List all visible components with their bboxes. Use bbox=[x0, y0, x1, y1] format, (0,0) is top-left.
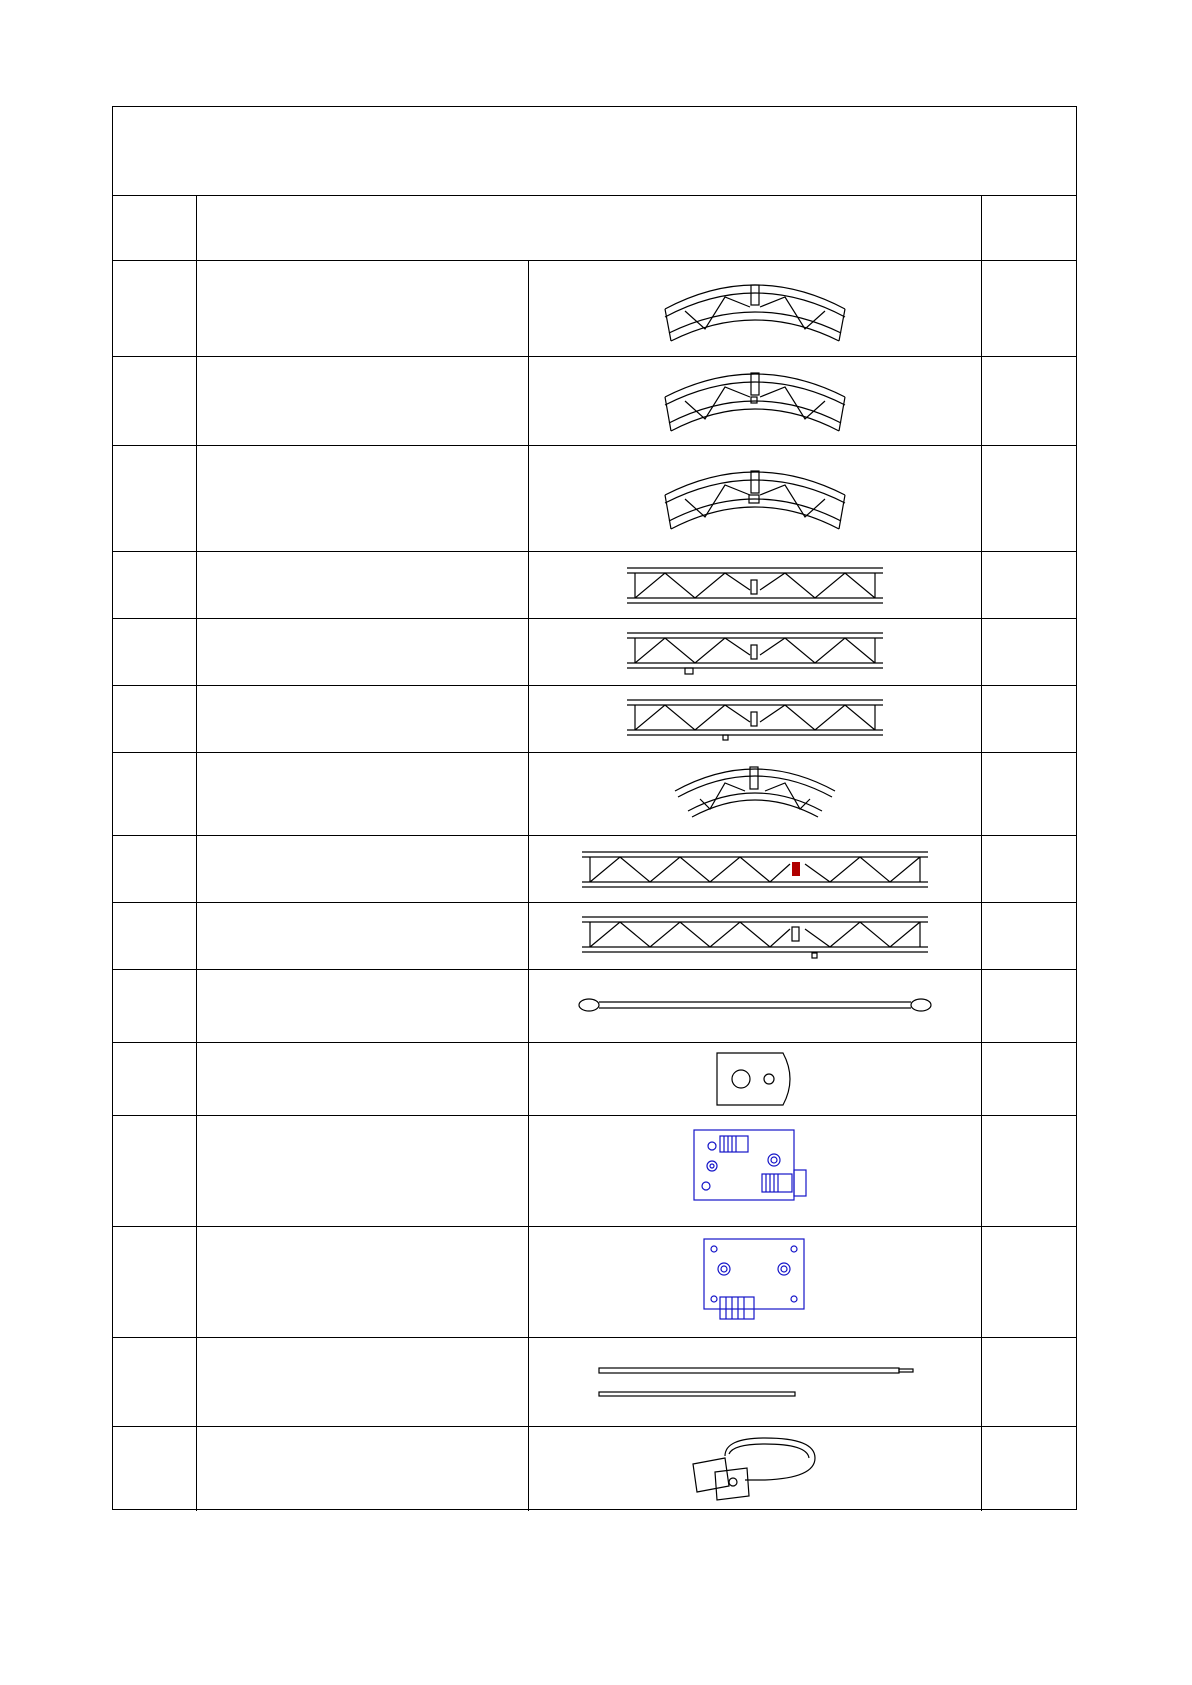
row-qty bbox=[981, 1427, 1076, 1511]
header-name bbox=[196, 196, 981, 260]
parts-list-table bbox=[112, 106, 1077, 1510]
base-plate-clamp-icon bbox=[528, 1227, 981, 1337]
table-row bbox=[113, 970, 1076, 1043]
table-row bbox=[113, 903, 1076, 970]
table-row bbox=[113, 1338, 1076, 1427]
row-no bbox=[113, 552, 196, 618]
row-qty bbox=[981, 1043, 1076, 1115]
row-qty bbox=[981, 446, 1076, 551]
table-row bbox=[113, 1043, 1076, 1116]
table-title bbox=[113, 107, 1076, 196]
header-qty bbox=[981, 196, 1076, 260]
row-name bbox=[196, 903, 528, 969]
table-row bbox=[113, 1427, 1076, 1511]
table-row bbox=[113, 357, 1076, 446]
row-name bbox=[196, 753, 528, 835]
arc-truss-corner-icon bbox=[528, 261, 981, 356]
row-qty bbox=[981, 357, 1076, 445]
row-name bbox=[196, 1338, 528, 1426]
row-no bbox=[113, 619, 196, 685]
tie-rod-icon bbox=[528, 970, 981, 1042]
long-straight-truss-icon bbox=[528, 903, 981, 969]
row-qty bbox=[981, 903, 1076, 969]
row-no bbox=[113, 261, 196, 356]
curved-truss-icon bbox=[528, 753, 981, 835]
table-header-row bbox=[113, 196, 1076, 261]
connector-plate-icon bbox=[528, 1043, 981, 1115]
row-qty bbox=[981, 1116, 1076, 1226]
table-row bbox=[113, 753, 1076, 836]
table-row bbox=[113, 619, 1076, 686]
row-name bbox=[196, 1427, 528, 1511]
row-name bbox=[196, 1043, 528, 1115]
row-qty bbox=[981, 261, 1076, 356]
arc-truss-corner-icon bbox=[528, 357, 981, 445]
table-row bbox=[113, 836, 1076, 903]
row-name bbox=[196, 261, 528, 356]
arc-truss-corner-icon bbox=[528, 446, 981, 551]
table-row bbox=[113, 1116, 1076, 1227]
long-straight-truss-icon bbox=[528, 836, 981, 902]
row-no bbox=[113, 970, 196, 1042]
straight-truss-icon bbox=[528, 552, 981, 618]
table-row bbox=[113, 1227, 1076, 1338]
table-row bbox=[113, 686, 1076, 753]
row-no bbox=[113, 686, 196, 752]
straight-truss-icon bbox=[528, 619, 981, 685]
row-no bbox=[113, 753, 196, 835]
row-name bbox=[196, 446, 528, 551]
row-no bbox=[113, 1043, 196, 1115]
base-plate-clamps-icon bbox=[528, 1116, 981, 1226]
row-name bbox=[196, 552, 528, 618]
row-qty bbox=[981, 1227, 1076, 1337]
table-row bbox=[113, 261, 1076, 357]
row-qty bbox=[981, 552, 1076, 618]
row-name bbox=[196, 619, 528, 685]
row-name bbox=[196, 1116, 528, 1226]
row-qty bbox=[981, 686, 1076, 752]
row-no bbox=[113, 1427, 196, 1511]
row-name bbox=[196, 1227, 528, 1337]
row-name bbox=[196, 686, 528, 752]
table-row bbox=[113, 446, 1076, 552]
row-qty bbox=[981, 836, 1076, 902]
row-no bbox=[113, 357, 196, 445]
row-qty bbox=[981, 1338, 1076, 1426]
row-name bbox=[196, 357, 528, 445]
row-no bbox=[113, 1116, 196, 1226]
row-no bbox=[113, 1227, 196, 1337]
rods-icon bbox=[528, 1338, 981, 1426]
row-no bbox=[113, 1338, 196, 1426]
row-name bbox=[196, 970, 528, 1042]
row-qty bbox=[981, 753, 1076, 835]
row-no bbox=[113, 836, 196, 902]
header-no bbox=[113, 196, 196, 260]
row-qty bbox=[981, 619, 1076, 685]
row-no bbox=[113, 446, 196, 551]
row-name bbox=[196, 836, 528, 902]
straight-truss-icon bbox=[528, 686, 981, 752]
row-qty bbox=[981, 970, 1076, 1042]
table-row bbox=[113, 552, 1076, 619]
pipe-clamp-icon bbox=[528, 1427, 981, 1511]
row-no bbox=[113, 903, 196, 969]
